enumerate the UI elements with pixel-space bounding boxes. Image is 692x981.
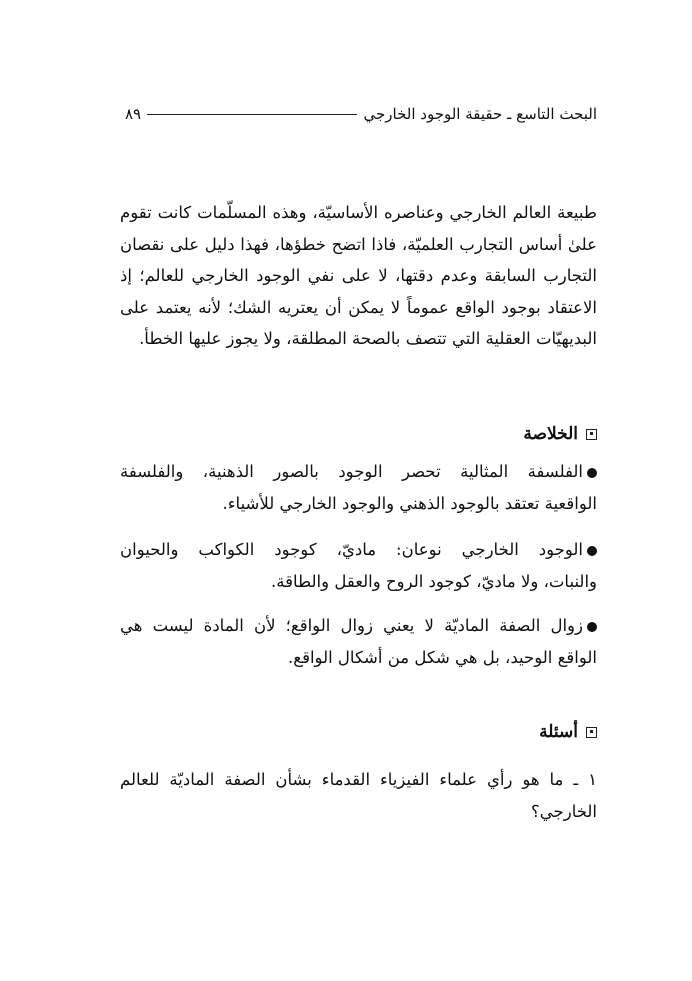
summary-line: الواقع الوحيد، بل هي شكل من أشكال الواقع. <box>288 647 597 667</box>
intro-line: التجارب السابقة وعدم دقتها، لا على نفي الوجود الخارجي للعالم؛ إذ <box>120 266 597 285</box>
summary-heading <box>523 424 597 444</box>
summary-line <box>120 534 597 566</box>
question-line: الخارجي؟ <box>531 801 597 821</box>
summary-line <box>120 456 597 488</box>
intro-line: البديهيّات العقلية التي تتصف بالصحة المطلقة، ولا يجوز عليها الخطأ. <box>139 329 597 348</box>
question-line: ١ ـ ما هو رأي علماء الفيزياء القدماء بشأن الصفة الماديّة للعالم <box>120 770 597 789</box>
intro-line: علىٰ أساس التجارب العلميّة، فاذا اتضح خطؤها، فهذا دليل على نقصان <box>120 234 597 254</box>
summary-item <box>120 610 597 673</box>
square-bullet-icon <box>586 727 597 738</box>
intro-line: الاعتقاد بوجود الواقع عموماً لا يمكن أن يعتريه الشك؛ لأنه يعتمد على <box>120 297 597 317</box>
summary-line-text: زوال الصفة الماديّة لا يعني زوال الواقع؛ لأن المادة ليست هي <box>120 616 583 635</box>
summary-item <box>120 456 597 519</box>
summary-heading-text: الخلاصة <box>523 424 578 444</box>
intro-line: طبيعة العالم الخارجي وعناصره الأساسيّة، وهذه المسلّمات كانت تقوم <box>120 203 597 222</box>
bullet-dot-icon <box>587 546 597 556</box>
bullet-dot-icon <box>587 468 597 478</box>
question-item <box>120 764 597 827</box>
chapter-title: البحث التاسع ـ حقيقة الوجود الخارجي <box>363 105 597 123</box>
summary-line-text: الوجود الخارجي نوعان: ماديّ، كوجود الكواكب والحيوان <box>120 540 583 559</box>
summary-line: الواقعية تعتقد بالوجود الذهني والوجود الخارجي للأشياء. <box>222 493 597 513</box>
summary-item <box>120 534 597 597</box>
questions-heading <box>539 722 597 742</box>
square-bullet-icon <box>586 429 597 440</box>
page-number: ٨٩ <box>125 105 142 123</box>
bullet-dot-icon <box>587 622 597 632</box>
summary-line <box>120 610 597 642</box>
summary-line: والنبات، ولا ماديّ، كوجود الروح والعقل والطاقة. <box>270 571 597 591</box>
header-rule <box>147 114 357 115</box>
questions-heading-text: أسئلة <box>539 722 578 742</box>
running-header <box>125 100 597 128</box>
intro-paragraph <box>120 197 597 355</box>
summary-line-text: الفلسفة المثالية تحصر الوجود بالصور الذهنية، والفلسفة <box>120 462 583 481</box>
